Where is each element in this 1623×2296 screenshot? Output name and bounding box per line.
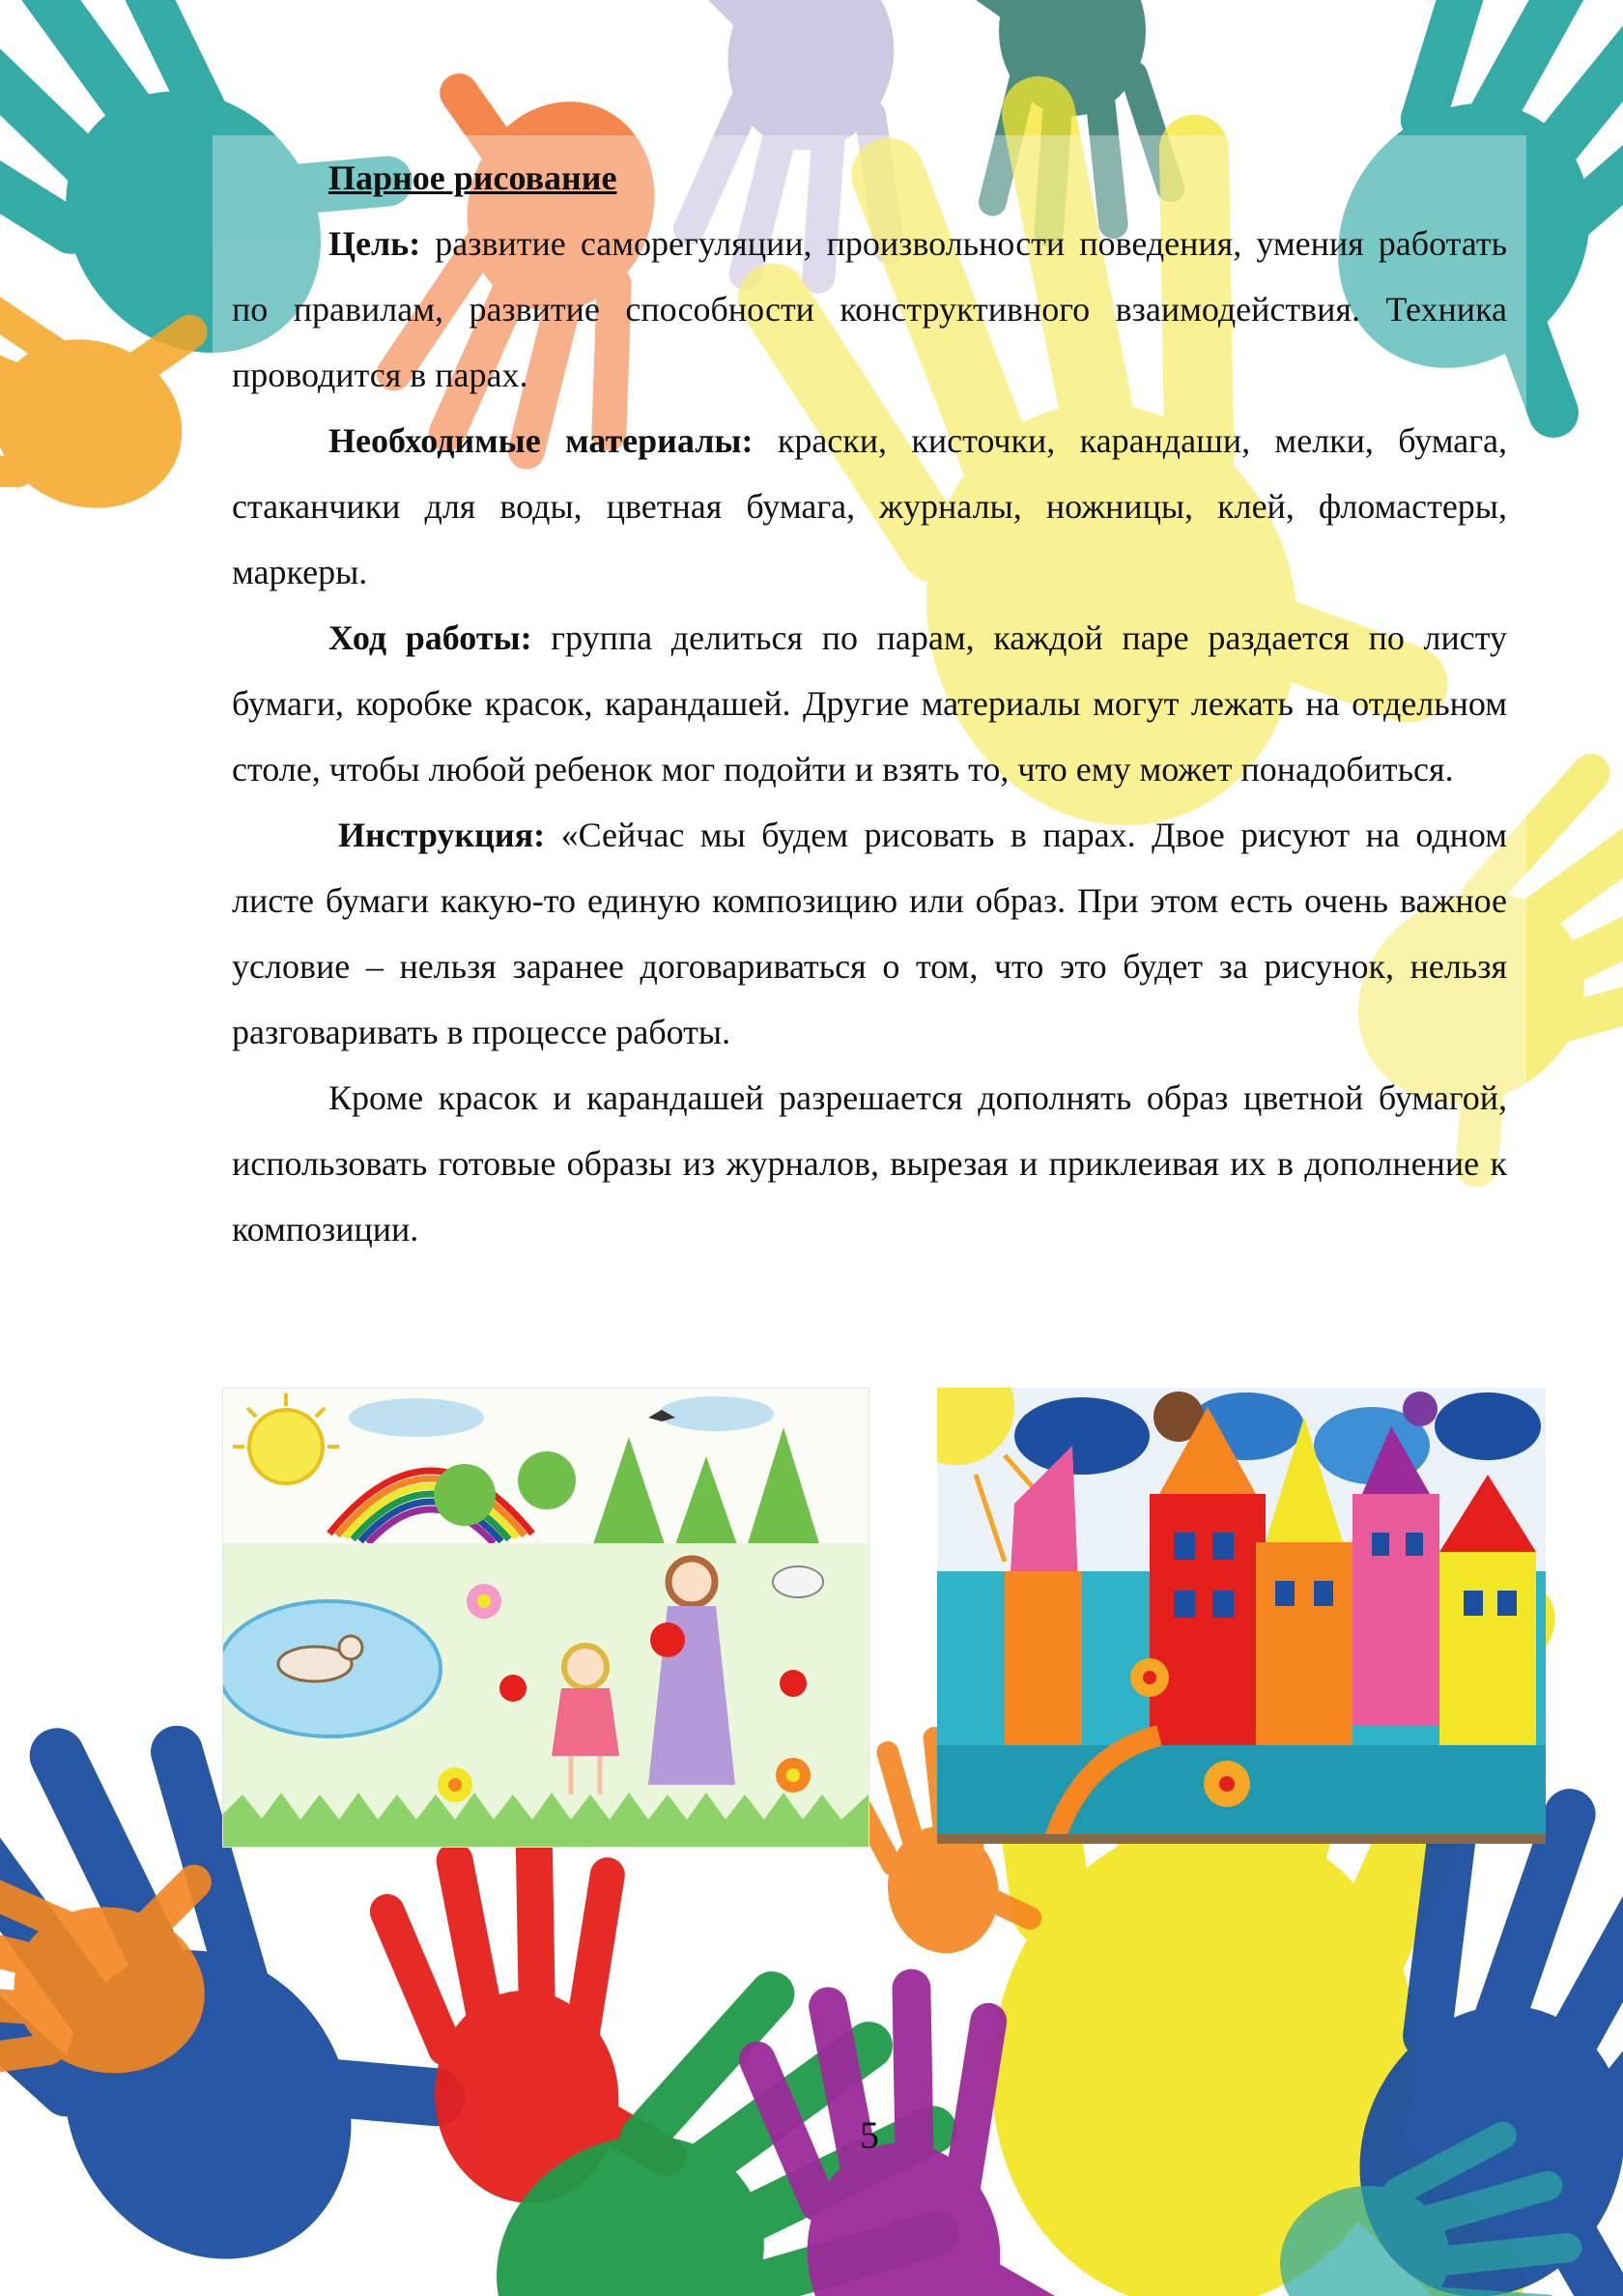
paragraph-materials	[232, 408, 1507, 605]
page-number: 5	[860, 2113, 879, 2157]
paragraph-label: Цель:	[328, 224, 421, 263]
cloud-icon	[349, 1398, 484, 1437]
paragraph-text: развитие саморегуляции, произвольности поведения, умения работать по правилам, развитие способности конструктивного взаимодействия. Техника проводится в парах.	[232, 224, 1507, 394]
paragraph-text: Кроме красок и карандашей разрешается дополнять образ цветной бумагой, использовать готовые образы из журналов, вырезая и приклеивая их в дополнение к композиции.	[232, 1078, 1507, 1248]
paragraph-label: Ход работы:	[328, 618, 532, 657]
paragraph-goal	[232, 211, 1507, 408]
sun-icon	[249, 1410, 323, 1483]
paragraph-text: краски, кисточки, карандаши, мелки, бумага, стаканчики для воды, цветная бумага, журналы, ножницы, клей, фломастеры, маркеры.	[232, 421, 1507, 591]
cloud-icon	[1014, 1397, 1150, 1475]
drawing-meadow-image	[222, 1388, 869, 1848]
paragraph-label: Необходимые материалы:	[328, 421, 754, 460]
paragraph-procedure	[232, 605, 1507, 802]
balloon-icon	[1403, 1392, 1438, 1426]
rabbit-icon	[773, 1566, 823, 1597]
paragraph-instruction	[232, 802, 1507, 1065]
paragraph-text: «Сейчас мы будем рисовать в парах. Двое рисуют на одном листе бумаги какую-то единую композицию или образ. При этом есть очень важное условие – нельзя заранее договариваться о том, что это будет за рисунок, нельзя разговаривать в процессе работы.	[232, 816, 1507, 1051]
drawing-city-image	[937, 1388, 1546, 1844]
cloud-icon	[658, 1396, 774, 1431]
document-body	[232, 145, 1507, 1262]
paragraph-label: Инструкция:	[338, 816, 546, 854]
paragraph-text: группа делиться по парам, каждой паре раздается по листу бумаги, коробке красок, карандашей. Другие материалы могут лежать на отдельном столе, чтобы любой ребенок мог подойти и взять то, что ему может понадобиться.	[232, 618, 1507, 789]
cloud-icon	[1435, 1392, 1541, 1460]
paragraph-additional	[232, 1065, 1507, 1262]
section-heading: Парное рисование	[328, 158, 617, 197]
